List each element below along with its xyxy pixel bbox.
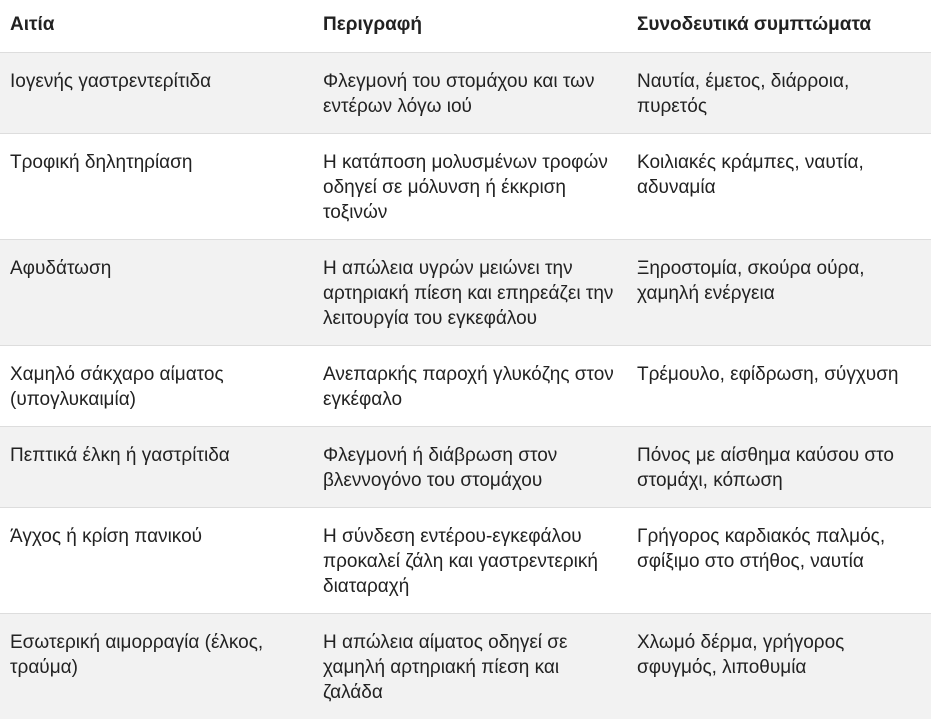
cell-description: Η απώλεια αίματος οδηγεί σε χαμηλή αρτηριακή πίεση και ζαλάδα xyxy=(313,613,627,719)
cell-symptoms: Γρήγορος καρδιακός παλμός, σφίξιμο στο στήθος, ναυτία xyxy=(627,507,931,613)
cell-cause: Ιογενής γαστρεντερίτιδα xyxy=(0,52,313,133)
header-row xyxy=(0,0,931,52)
cell-cause: Εσωτερική αιμορραγία (έλκος, τραύμα) xyxy=(0,613,313,719)
table-row xyxy=(0,613,931,719)
header-description: Περιγραφή xyxy=(313,0,627,52)
cell-description: Ανεπαρκής παροχή γλυκόζης στον εγκέφαλο xyxy=(313,345,627,426)
cell-symptoms: Τρέμουλο, εφίδρωση, σύγχυση xyxy=(627,345,931,426)
cell-description: Η απώλεια υγρών μειώνει την αρτηριακή πίεση και επηρεάζει την λειτουργία του εγκεφάλου xyxy=(313,239,627,345)
cell-symptoms: Πόνος με αίσθημα καύσου στο στομάχι, κόπωση xyxy=(627,426,931,507)
cell-description: Η κατάποση μολυσμένων τροφών οδηγεί σε μόλυνση ή έκκριση τοξινών xyxy=(313,133,627,239)
header-symptoms: Συνοδευτικά συμπτώματα xyxy=(627,0,931,52)
table-row xyxy=(0,426,931,507)
cell-description: Φλεγμονή του στομάχου και των εντέρων λόγω ιού xyxy=(313,52,627,133)
table-row xyxy=(0,52,931,133)
cell-cause: Χαμηλό σάκχαρο αίματος (υπογλυκαιμία) xyxy=(0,345,313,426)
header-cause: Αιτία xyxy=(0,0,313,52)
cell-cause: Άγχος ή κρίση πανικού xyxy=(0,507,313,613)
cell-cause: Αφυδάτωση xyxy=(0,239,313,345)
table-row xyxy=(0,345,931,426)
cell-symptoms: Χλωμό δέρμα, γρήγορος σφυγμός, λιποθυμία xyxy=(627,613,931,719)
cell-symptoms: Κοιλιακές κράμπες, ναυτία, αδυναμία xyxy=(627,133,931,239)
cell-symptoms: Ναυτία, έμετος, διάρροια, πυρετός xyxy=(627,52,931,133)
cell-description: Φλεγμονή ή διάβρωση στον βλεννογόνο του στομάχου xyxy=(313,426,627,507)
cell-description: Η σύνδεση εντέρου-εγκεφάλου προκαλεί ζάλη και γαστρεντερική διαταραχή xyxy=(313,507,627,613)
table-row xyxy=(0,239,931,345)
cell-cause: Τροφική δηλητηρίαση xyxy=(0,133,313,239)
cell-symptoms: Ξηροστομία, σκούρα ούρα, χαμηλή ενέργεια xyxy=(627,239,931,345)
table-row xyxy=(0,507,931,613)
table-row xyxy=(0,133,931,239)
cell-cause: Πεπτικά έλκη ή γαστρίτιδα xyxy=(0,426,313,507)
